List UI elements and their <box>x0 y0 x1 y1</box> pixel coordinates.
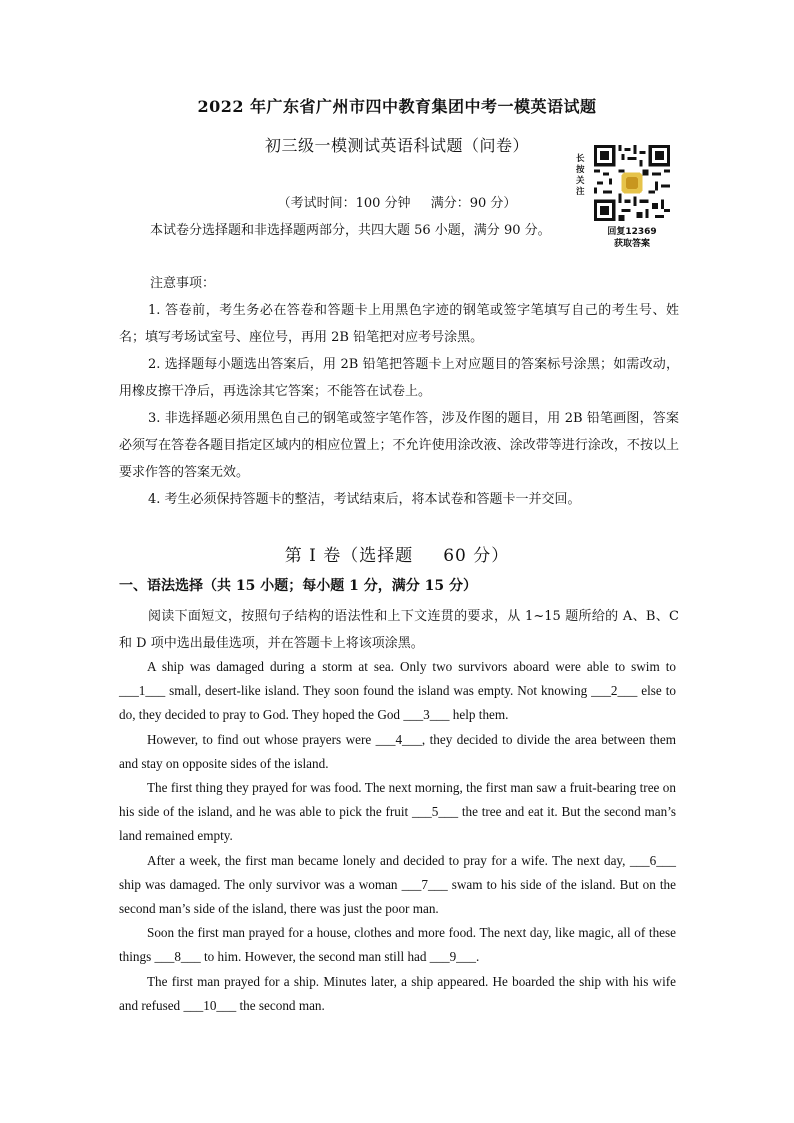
exam-summary: 本试卷分选择题和非选择题两部分，共四大题 56 小题，满分 90 分。 <box>150 223 551 238</box>
section-label: 第 I 卷（选择题 <box>284 546 414 566</box>
part-instruction <box>119 603 679 657</box>
part-title: 一、语法选择（共 15 小题；每小题 1 分，满分 15 分） <box>119 578 477 594</box>
notice-item: 1. 答卷前，考生务必在答卷和答题卡上用黑色字迹的钢笔或签字笔填写自己的考生号、姓名；填写考场试室号、座位号，再用 2B 铅笔把对应考号涂黑。 <box>119 303 679 345</box>
notice-item: 4. 考生必须保持答题卡的整洁，考试结束后，将本试卷和答题卡一并交回。 <box>148 492 581 507</box>
section-score: 60 分） <box>443 546 510 566</box>
qr-side-label: 长按关注 <box>576 154 585 197</box>
notice-item: 2. 选择题每小题选出答案后，用 2B 铅笔把答题卡上对应题目的答案标号涂黑；如需改动，用橡皮擦干净后，再选涂其它答案；不能答在试卷上。 <box>119 357 679 399</box>
exam-subtitle: 初三级一模测试英语科试题（问卷） <box>264 136 529 155</box>
exam-time: （考试时间：100 分钟 <box>277 196 411 211</box>
qr-caption-1: 回复12369 <box>607 227 657 237</box>
exam-full-score: 满分：90 分） <box>430 196 517 211</box>
passage-paragraph: However, to find out whose prayers were ___4___, they decided to divide the area between them and stay on opposite sides of the island. <box>119 731 676 771</box>
exam-info <box>0 192 794 211</box>
exam-title: 2022 年广东省广州市四中教育集团中考一模英语试题 <box>197 97 597 116</box>
passage-paragraph: The first thing they prayed for was food. The next morning, the first man saw a fruit-bearing tree on his side of the island, and he was able to pick the fruit ___5___ the tree and eat it. But the second man’s land remained empty. <box>119 780 676 844</box>
instruction-text: 阅读下面短文，按照句子结构的语法性和上下文连贯的要求，从 1~15 题所给的 A、B、C 和 D 项中选出最佳选项，并在答题卡上将该项涂黑。 <box>119 609 679 651</box>
passage-paragraph: After a week, the first man became lonely and decided to pray for a wife. The next day, ___6___ ship was damaged. The only survivor was a woman ___7___ swam to his side of the island. But on the second man’s side of the island, there was just the poor man. <box>119 852 676 917</box>
qr-caption-2: 获取答案 <box>613 239 650 249</box>
notice-title: 注意事项： <box>150 276 216 291</box>
notice-list <box>119 297 679 513</box>
passage-paragraph: A ship was damaged during a storm at sea. Only two survivors aboard were able to swim to ___1___ small, desert-like island. They soon found the island was empty. Not knowing ___2___ else to do, they decided to pray to God. They hoped the God ___3___ help them. <box>119 659 676 723</box>
passage-paragraph: Soon the first man prayed for a house, clothes and more food. The next day, like magic, all of these things ___8___ to him. However, the second man still had ___9___. <box>119 925 676 965</box>
passage-paragraph: The first man prayed for a ship. Minutes later, a ship appeared. He boarded the ship with his wife and refused ___10___ the second man. <box>119 973 676 1013</box>
reading-passage <box>119 655 676 1018</box>
notice-item: 3. 非选择题必须用黑色自己的钢笔或签字笔作答，涉及作图的题目，用 2B 铅笔画图，答案必须写在答卷各题目指定区域内的相应位置上；不允许使用涂改液、涂改带等进行涂改，不按以上要求作答的答案无效。 <box>119 411 679 480</box>
section-title <box>0 541 794 566</box>
